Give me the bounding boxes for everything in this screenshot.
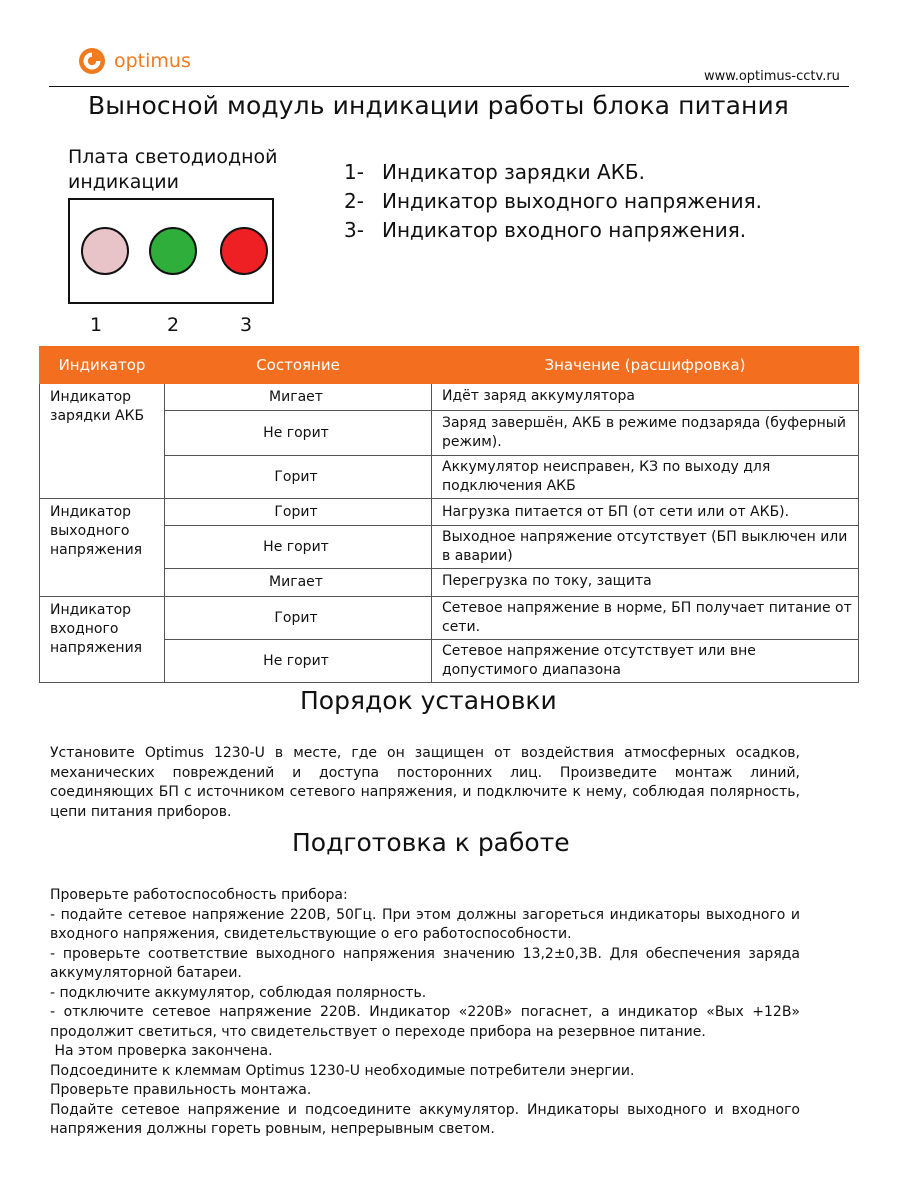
preparation-paragraph: - подайте сетевое напряжение 220В, 50Гц. При этом должны загореться индикаторы выходного и входного напряжения, свидетельствующие о его работоспособности.	[50, 906, 800, 942]
table-header-row	[40, 347, 859, 384]
led-board	[68, 198, 274, 304]
led-number-2: 2	[167, 314, 180, 336]
led-input-indicator	[220, 227, 268, 275]
meaning-cell: Сетевое напряжение отсутствует или вне допустимого диапазона	[432, 640, 859, 683]
board-caption-line2: индикации	[68, 171, 180, 193]
installation-heading: Порядок установки	[300, 686, 557, 715]
board-caption-line1: Плата светодиодной	[68, 146, 278, 168]
state-cell: Горит	[165, 456, 432, 499]
brand-name: optimus	[114, 50, 191, 72]
installation-paragraph: Установите Optimus 1230-U в месте, где он защищен от воздействия атмосферных осадков, механических повреждений и доступа посторонних лиц. Произведите монтаж линий, соединяющих БП с источником сетевого напряжения, и подключите к нему, соблюдая полярность, цепи питания приборов.	[50, 745, 800, 820]
legend-text: Индикатор зарядки АКБ.	[382, 160, 645, 184]
preparation-paragraph: Проверьте правильность монтажа.	[50, 1082, 312, 1098]
optimus-logo-icon	[78, 47, 106, 75]
preparation-paragraph: Проверьте работоспособность прибора:	[50, 887, 348, 903]
preparation-heading: Подготовка к работе	[292, 828, 570, 857]
state-cell: Не горит	[165, 411, 432, 456]
preparation-paragraph: На этом проверка закончена.	[50, 1043, 273, 1059]
legend-text: Индикатор входного напряжения.	[382, 218, 747, 242]
state-cell: Мигает	[165, 569, 432, 597]
installation-text	[50, 744, 800, 822]
state-cell: Горит	[165, 597, 432, 640]
led-charge-indicator	[81, 227, 129, 275]
preparation-paragraph: Подсоедините к клеммам Optimus 1230-U необходимые потребители энергии.	[50, 1062, 635, 1079]
table-row	[40, 499, 859, 526]
legend-number: 1-	[344, 160, 364, 184]
indicator-name: Индикатор зарядки АКБ	[40, 384, 165, 499]
legend-number: 3-	[344, 218, 364, 242]
meaning-cell: Заряд завершён, АКБ в режиме подзаряда (буферный режим).	[432, 411, 859, 456]
legend-item	[344, 216, 762, 245]
led-number-3: 3	[240, 314, 253, 336]
legend-number: 2-	[344, 189, 364, 213]
table-row	[40, 384, 859, 411]
indicator-name: Индикатор входного напряжения	[40, 597, 165, 683]
indicator-table	[39, 346, 859, 683]
meaning-cell: Перегрузка по току, защита	[432, 569, 859, 597]
meaning-cell: Идёт заряд аккумулятора	[432, 384, 859, 411]
site-url[interactable]: www.optimus-cctv.ru	[704, 69, 840, 84]
legend-item	[344, 187, 762, 216]
led-number-1: 1	[90, 314, 103, 336]
column-header-meaning: Значение (расшифровка)	[432, 347, 859, 384]
header-divider	[49, 86, 849, 87]
state-cell: Не горит	[165, 640, 432, 683]
indicator-name: Индикатор выходного напряжения	[40, 499, 165, 597]
table-row	[40, 597, 859, 640]
preparation-text	[50, 886, 800, 1140]
page-title: Выносной модуль индикации работы блока питания	[88, 91, 789, 120]
meaning-cell: Нагрузка питается от БП (от сети или от АКБ).	[432, 499, 859, 526]
preparation-paragraph: - отключите сетевое напряжение 220В. Индикатор «220В» погаснет, а индикатор «Вых +12В» продолжит светиться, что свидетельствует о переходе прибора на резервное питание.	[50, 1004, 800, 1040]
column-header-indicator: Индикатор	[40, 347, 165, 384]
legend-text: Индикатор выходного напряжения.	[382, 189, 762, 213]
preparation-paragraph: - проверьте соответствие выходного напряжения значению 13,2±0,3В. Для обеспечения заряда аккумуляторной батареи.	[50, 945, 800, 981]
preparation-paragraph: Подайте сетевое напряжение и подсоедините аккумулятор. Индикаторы выходного и входного напряжения должны гореть ровным, непрерывным светом.	[50, 1101, 800, 1137]
column-header-state: Состояние	[165, 347, 432, 384]
state-cell: Мигает	[165, 384, 432, 411]
led-legend	[344, 158, 762, 245]
state-cell: Горит	[165, 499, 432, 526]
meaning-cell: Выходное напряжение отсутствует (БП выключен или в аварии)	[432, 526, 859, 569]
board-caption	[68, 145, 278, 195]
brand-logo	[78, 47, 191, 75]
led-output-indicator	[149, 227, 197, 275]
meaning-cell: Сетевое напряжение в норме, БП получает питание от сети.	[432, 597, 859, 640]
meaning-cell: Аккумулятор неисправен, КЗ по выходу для подключения АКБ	[432, 456, 859, 499]
preparation-paragraph: - подключите аккумулятор, соблюдая полярность.	[50, 984, 427, 1001]
legend-item	[344, 158, 762, 187]
state-cell: Не горит	[165, 526, 432, 569]
